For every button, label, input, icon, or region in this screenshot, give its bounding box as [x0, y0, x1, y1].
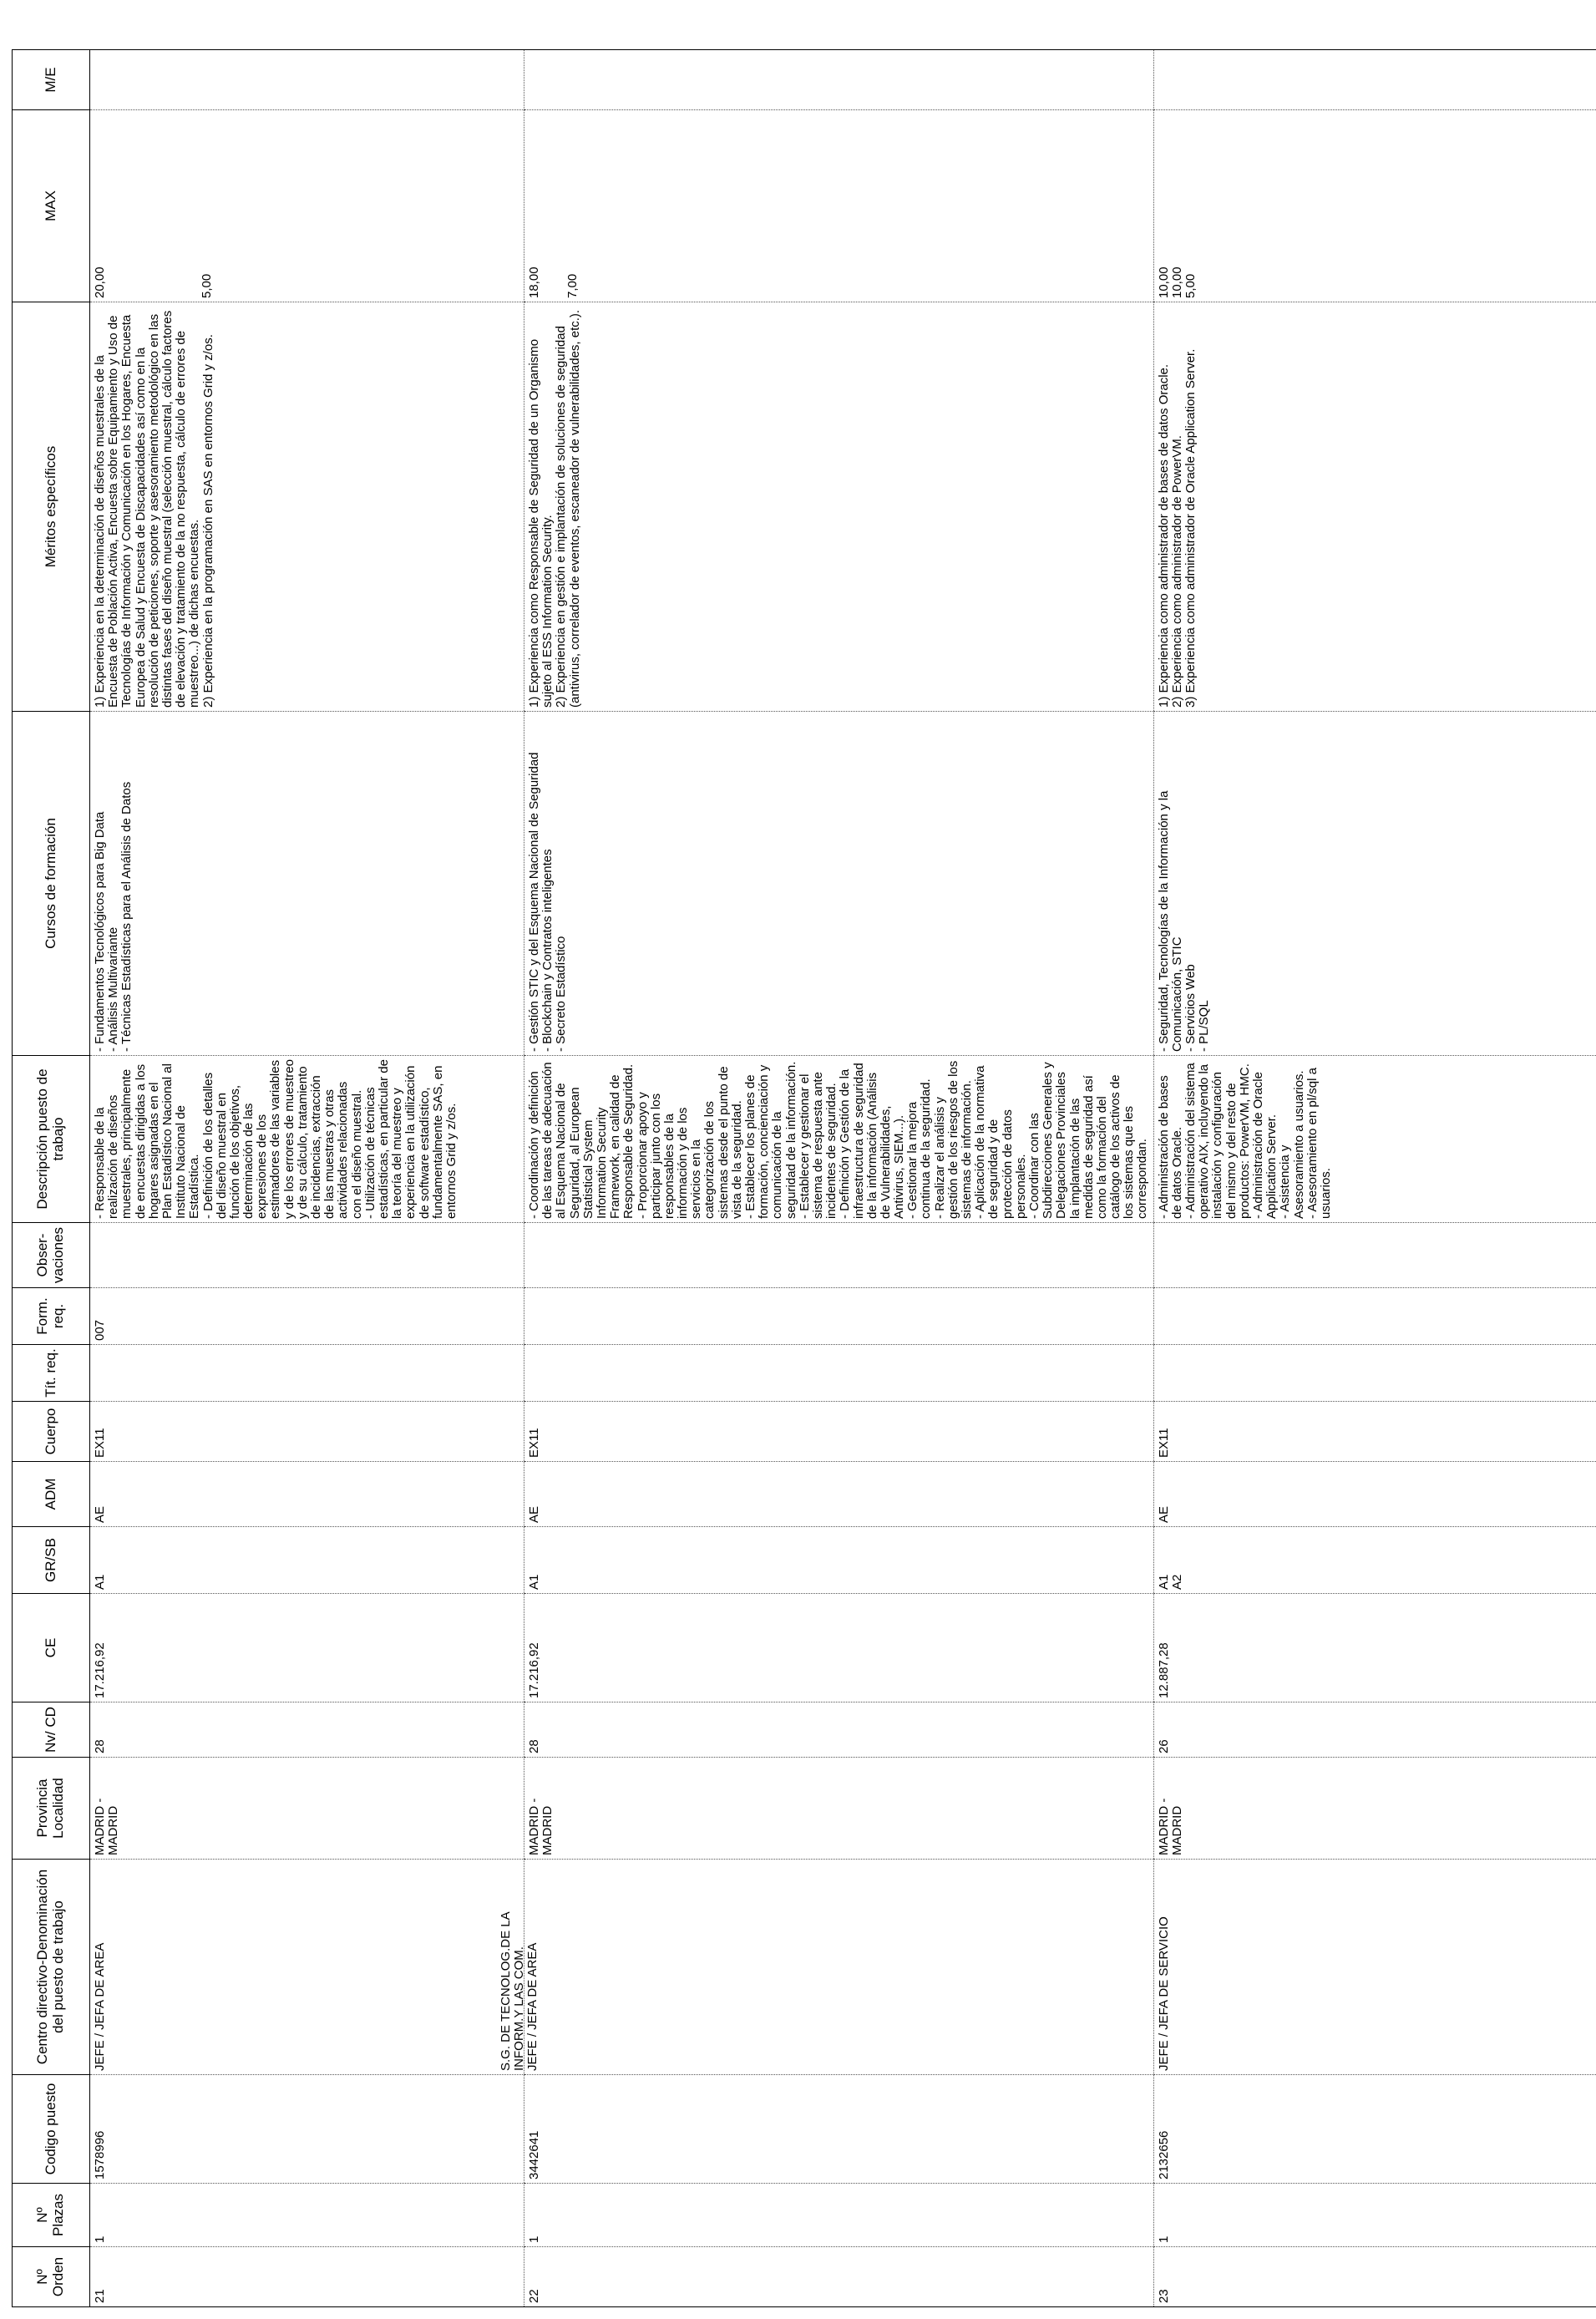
cell-cursos: - Gestión STIC y del Esquema Nacional de Seguridad - Blockchain y Contratos inteligentes - Secreto Estadístico: [524, 712, 1154, 1056]
cell-form: [1153, 1288, 1596, 1345]
header-nivel: Nv/ CD: [13, 1702, 90, 1758]
header-cuerpo: Cuerpo: [13, 1402, 90, 1462]
header-form: Form. req.: [13, 1288, 90, 1345]
cell-cuerpo: EX11: [524, 1402, 1154, 1462]
cell-codigo: 1578996: [90, 2075, 524, 2184]
cell-grsb: A1 A2: [1153, 1527, 1596, 1594]
cell-tit: [90, 1345, 524, 1402]
cell-cuerpo: EX11: [90, 1402, 524, 1462]
cell-provincia: MADRID - MADRID: [524, 1758, 1154, 1860]
cell-obs: [90, 1223, 524, 1288]
header-grsb: GR/SB: [13, 1527, 90, 1594]
cell-tit: [524, 1345, 1154, 1402]
cell-max: [1153, 110, 1596, 302]
max-value: 10,00: [1156, 266, 1171, 298]
header-plazas: Nº Plazas: [13, 2184, 90, 2247]
cell-plazas: 1: [1153, 2184, 1596, 2247]
cell-codigo: 2132656: [1153, 2075, 1596, 2184]
cell-denominacion: JEFE / JEFA DE SERVICIO: [1156, 1916, 1171, 2071]
header-meritos: Méritos específicos: [13, 302, 90, 712]
max-value: 7,00: [565, 273, 580, 298]
cell-centro: [499, 1860, 1154, 2075]
max-value: 5,00: [200, 273, 215, 298]
cell-me: [1153, 50, 1596, 110]
cell-ce: 17.216,92: [90, 1594, 524, 1702]
table-row: [1153, 17, 1596, 2307]
header-codigo: Codigo puesto: [13, 2075, 90, 2184]
cell-adm: AE: [90, 1462, 524, 1527]
header-tit: Tít. req.: [13, 1345, 90, 1402]
cell-plazas: 1: [90, 2184, 524, 2247]
header-row: [13, 17, 90, 2307]
header-obs: Obser-vaciones: [13, 1223, 90, 1288]
cell-meritos: 1) Experiencia como administrador de bases de datos Oracle. 2) Experiencia como administrador de PowerVM. 3) Experiencia como administrador de Oracle Application Server.: [1153, 302, 1596, 712]
header-adm: ADM: [13, 1462, 90, 1527]
cell-denominacion: JEFE / JEFA DE AREA: [93, 1942, 107, 2071]
cell-form: 007: [90, 1288, 524, 1345]
cell-centro: [90, 1860, 527, 2075]
cell-me: [524, 50, 1154, 110]
cell-meritos: 1) Experiencia como Responsable de Seguridad de un Organismo sujeto al ESS Information Security. 2) Experiencia en gestión e implantación de soluciones de seguridad (antivirus, correlador de eventos, escaneador de vulnerabilidades, etc.).: [524, 302, 1154, 712]
table-row: [90, 17, 524, 2307]
cell-nivel: 28: [524, 1702, 1154, 1758]
cell-centro: [1153, 1860, 1596, 2075]
cell-tit: [1153, 1345, 1596, 1402]
cell-me: [90, 50, 524, 110]
cell-cursos: - Fundamentos Tecnológicos para Big Data - Análisis Multivariante - Técnicas Estadísticas para el Análisis de Datos: [90, 712, 524, 1056]
cell-descripcion: - Coordinación y definición de las tareas de adecuación al Esquema Nacional de Seguridad, al European Statistical System Information Security Framework, en calidad de Responsable de Seguridad. - Proporcionar apoyo y participar junto con los responsables de la información y de los servicios en la categorización de los sistemas desde el punto de vista de la seguridad. - Establecer los planes de formación, concienciación y comunicación de la seguridad de la información. - Establecer y gestionar el sistema de respuesta ante incidentes de seguridad. - Definición y Gestión de la infraestructura de seguridad de la información (Análisis de Vulnerabilidades, Antivirus, SIEM...). - Gestionar la mejora continua de la seguridad. - Realizar el análisis y gestión de los riesgos de los sistemas de información. - Aplicación de la normativa de seguridad y de protección de datos personales. - Coordinar con las Subdirecciones Generales y Delegaciones Provinciales la implantación de las medidas de seguridad así como la formación del catálogo de los activos de los sistemas que les correspondan.: [524, 1056, 1154, 1223]
max-value: 18,00: [527, 266, 541, 298]
cell-obs: [524, 1223, 1154, 1288]
header-orden: Nº Orden: [13, 2247, 90, 2307]
job-positions-table: [12, 16, 1596, 2307]
cell-grsb: A1: [90, 1527, 524, 1594]
cell-orden: 22: [524, 2247, 1154, 2307]
cell-nivel: 26: [1153, 1702, 1596, 1758]
cell-obs: [1153, 1223, 1596, 1288]
cell-ce: 17.216,92: [524, 1594, 1154, 1702]
cell-provincia: MADRID - MADRID: [90, 1758, 524, 1860]
cell-descripcion: - Responsable de la realización de diseños muestrales, principalmente de encuestas dirigidas a los hogares asignadas en el Plan Estadístico Nacional al Instituto Nacional de Estadística. - Definición de los detalles del diseño muestral en función de los objetivos, determinación de las expresiones de los estimadores de las variables y de los errores de muestreo y de su cálculo, tratamiento de incidencias, extracción de las muestras y otras actividades relacionadas con el diseño muestral. - Utilización de técnicas estadísticas, en particular de la teoría del muestreo y experiencia en la utilización de software estadístico, fundamentalmente SAS, en entornos Grid y z/os.: [90, 1056, 524, 1223]
cell-denominacion: JEFE / JEFA DE AREA: [525, 1942, 540, 2071]
cell-orden: 21: [90, 2247, 524, 2307]
max-value: 5,00: [1183, 273, 1198, 298]
cell-max: [524, 110, 1154, 302]
cell-unit: S.G. DE TECNOLOG.DE LA INFORM.Y LAS COM.: [499, 1912, 527, 2071]
cell-ce: 12.887,28: [1153, 1594, 1596, 1702]
cell-grsb: A1: [524, 1527, 1154, 1594]
table-row: [524, 17, 1154, 2307]
cell-descripcion: - Administración de bases de datos Oracle. - Administración del sistema operativo AIX, incluyendo la instalación y configuración del mismo y del resto de productos: PowerVM, HMC. - Administración de Oracle Application Server. - Asistencia y Asesoramiento a usuarios. - Asesoramiento en pl/sql a usuarios.: [1153, 1056, 1596, 1223]
header-me: M/E: [13, 50, 90, 110]
cell-adm: AE: [524, 1462, 1154, 1527]
cell-adm: AE: [1153, 1462, 1596, 1527]
header-centro: Centro directivo-Denominación del puesto de trabajo: [13, 1860, 90, 2075]
max-value: 20,00: [93, 266, 107, 298]
cell-nivel: 28: [90, 1702, 524, 1758]
cell-orden: 23: [1153, 2247, 1596, 2307]
cell-provincia: MADRID - MADRID: [1153, 1758, 1596, 1860]
cell-codigo: 3442641: [524, 2075, 1154, 2184]
cell-cursos: - Seguridad, Tecnologías de la Información y la Comunicación, STIC - Servicios Web - PL/SQL: [1153, 712, 1596, 1056]
header-provincia: Provincia Localidad: [13, 1758, 90, 1860]
cell-meritos: 1) Experiencia en la determinación de diseños muestrales de la Encuesta de Población Activa, Encuesta sobre Equipamiento y Uso de Tecnologías de Información y Comunicación en los Hogares, Encuesta Europea de Salud y Encuesta de Discapacidades así como en la resolución de peticiones, soporte y asesoramiento metodológico en las distintas fases del diseño muestral (selección muestral, cálculo factores de elevación y tratamiento de la no respuesta, cálculo de errores de muestreo...) de dichas encuestas. 2) Experiencia en la programación en SAS en entornos Grid y z/os.: [90, 302, 524, 712]
cell-form: [524, 1288, 1154, 1345]
cell-max: [90, 110, 524, 302]
header-cursos: Cursos de formación: [13, 712, 90, 1056]
cell-plazas: 1: [524, 2184, 1154, 2247]
cell-cuerpo: EX11: [1153, 1402, 1596, 1462]
max-value: 10,00: [1169, 266, 1184, 298]
header-ce: CE: [13, 1594, 90, 1702]
header-descripcion: Descripción puesto de trabajo: [13, 1056, 90, 1223]
header-max: MAX: [13, 110, 90, 302]
